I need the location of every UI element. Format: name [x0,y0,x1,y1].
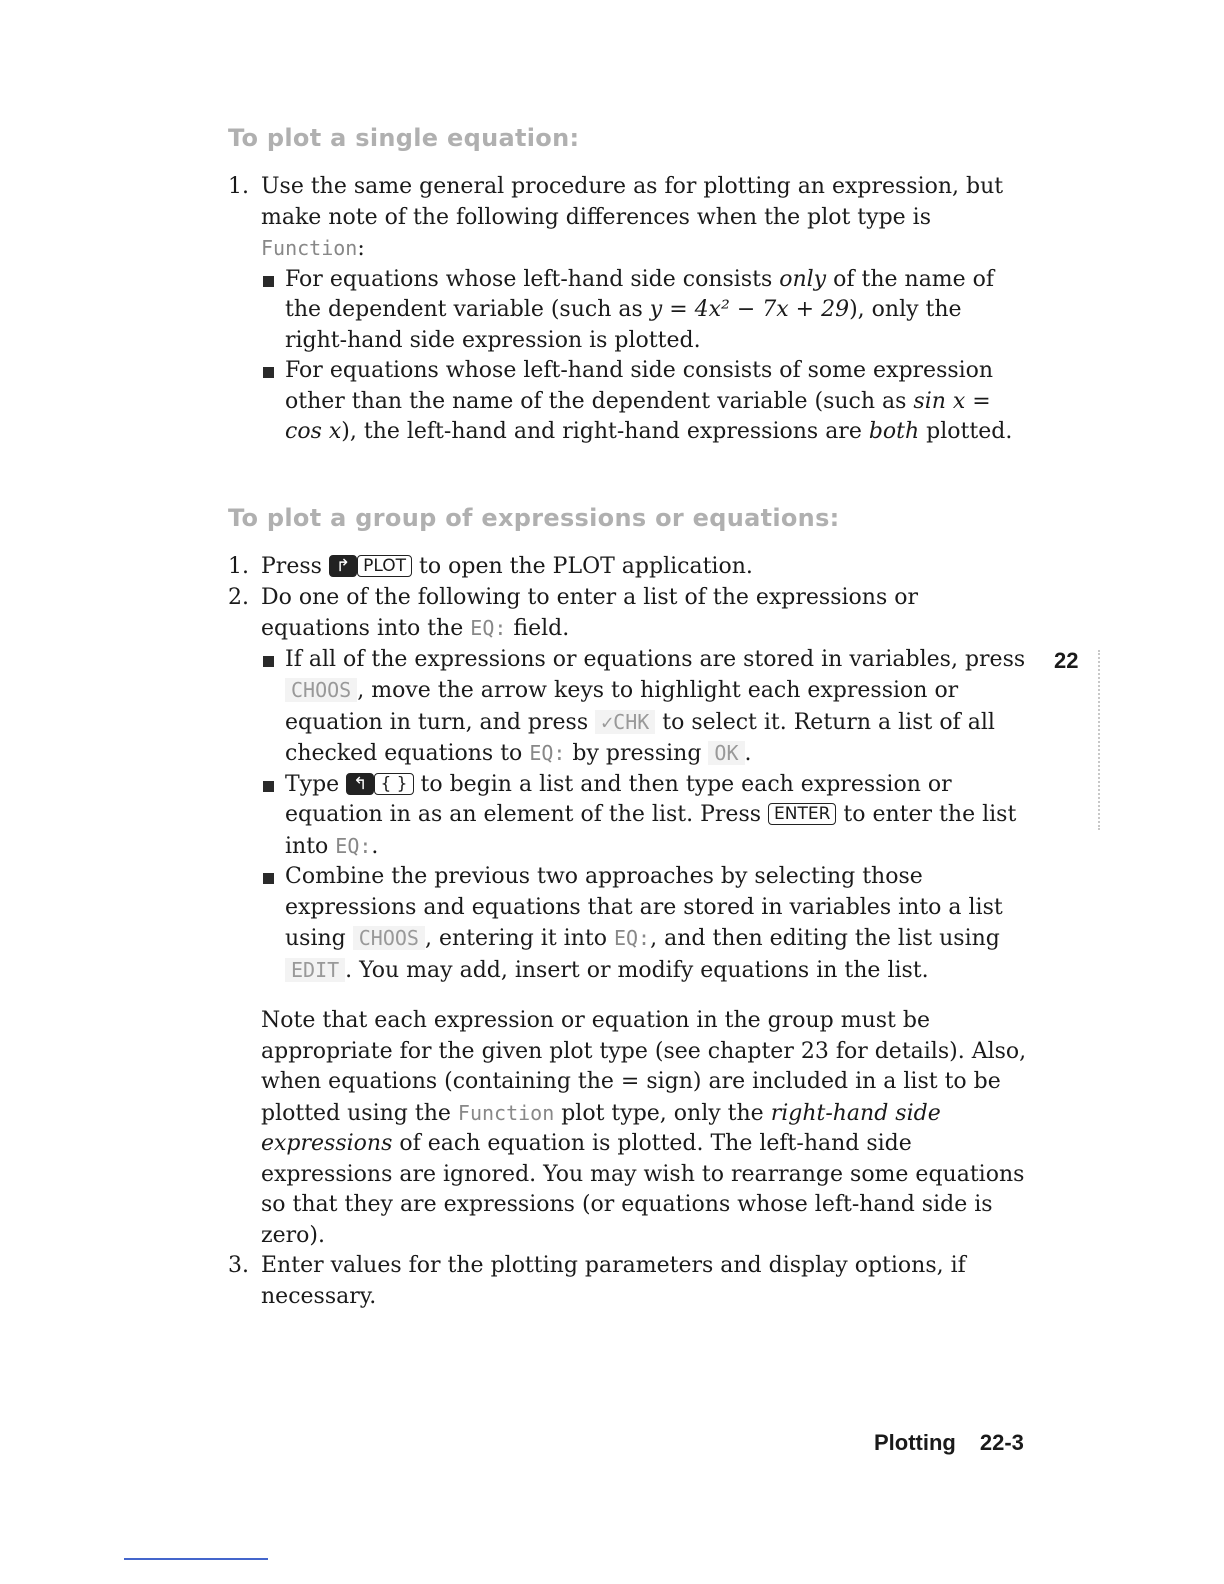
bullet-list [261,645,1028,987]
bullet-item: Combine the previous two approaches by selecting those expressions and equations that are stored in variables into a list using CHOOS , entering it into EQ:, and then editing the list using EDIT . You may add, insert or modify equations in the list. [261,862,1028,986]
plot-key: PLOT [357,555,412,577]
math-expression: y = 4x² − 7x + 29 [649,297,850,322]
plot-type-label: Function [457,1100,555,1125]
footer-page-number: 22-3 [979,1430,1024,1455]
chk-softkey: ✓CHK [595,710,655,734]
emphasis: both [868,419,920,444]
bullet-list [261,265,1028,448]
left-shift-key-icon: ↰ [346,773,374,795]
edit-softkey: EDIT [285,958,345,982]
step-1: 1. Use the same general procedure as for plotting an expression, but make note of the following differences when the plot type is Function: For equations whose left-hand side consists only of the name of the dependent variable (such as y = 4x² − 7x + 29), only the right-hand side expression is plotted. For equations whose left-hand side consists of some expression other than the name of the dependent variable (such as sin x = cos x), the left-hand and right-hand expressions are both plotted. [228,172,1028,448]
chapter-tab-edge [1098,650,1103,830]
eq-field-label: EQ: [335,833,372,858]
eq-field-label: EQ: [470,616,507,640]
math-expression: sin x = cos x [285,388,991,444]
step-1: 1. Press ↱ PLOT to open the PLOT application. [228,554,753,579]
right-shift-key-icon: ↱ [329,555,357,577]
choos-softkey: CHOOS [285,678,357,702]
bottom-rule [124,1558,268,1560]
step-3: 3. Enter values for the plotting parameters and display options, if necessary. [228,1253,966,1309]
page-footer [874,1430,1024,1456]
ok-softkey: OK [708,741,744,765]
bullet-item: For equations whose left-hand side consists of some expression other than the name of the dependent variable (such as sin x = cos x), the left-hand and right-hand expressions are both plotted. [261,356,1028,448]
emphasis: only [779,266,827,292]
chapter-tab: 22 [1054,648,1079,673]
plot-type-label: Function [261,236,358,260]
note-paragraph: Note that each expression or equation in the group must be appropriate for the given plot type (see chapter 23 for details). Also, when equations (containing the = sign) are included in a list to be plotted using the Function plot type, only the right-hand side expressions of each equation is plotted. The left-hand side expressions are ignored. You may wish to rearrange some equations so that they are expressions (or equations whose left-hand side is zero). [261,1008,1027,1248]
bullet-item: If all of the expressions or equations are stored in variables, press CHOOS , move the arrow keys to highlight each expression or equation in turn, and press ✓CHK to select it. Return a list of all checked equations to EQ: by pressing OK . [261,645,1028,770]
choos-softkey: CHOOS [353,926,425,950]
braces-key: { } [374,773,413,795]
heading-single-equation: To plot a single equation: [228,124,580,152]
step-number: 1. [228,174,249,199]
group-plot-steps [228,552,1028,1312]
emphasis: right-hand side expressions [261,1100,941,1156]
single-equation-steps [228,172,1028,448]
enter-key: ENTER [768,803,836,825]
footer-section: Plotting [874,1430,956,1455]
step-2: 2. Do one of the following to enter a list of the expressions or equations into the EQ: field. If all of the expressions or equations are stored in variables, press CHOOS , move the arrow keys to highlight each expression or equation in turn, and press ✓CHK to select it. Return a list of all checked equations to EQ: by pressing OK . Type ↰ { } to begin a list and then type each expression or equation in as an element of the list. Press ENTER to enter the list into EQ:. Combine the previous two approaches by selecting those expressions and equations that are stored in variables into a list using CHOOS , entering it into EQ:, and then editing the list using EDIT . You may add, insert or modify equations in the list. [228,583,1028,987]
step-text: Use the same general procedure as for plotting an expression, but make note of the following differences when the plot type is [261,174,1004,230]
bullet-item: Type ↰ { } to begin a list and then type each expression or equation in as an element of the list. Press ENTER to enter the list into EQ:. [261,770,1028,863]
heading-group-plot: To plot a group of expressions or equations: [228,504,840,532]
eq-field-label: EQ: [613,926,651,950]
bullet-item: For equations whose left-hand side consists only of the name of the dependent variable (such as y = 4x² − 7x + 29), only the right-hand side expression is plotted. [261,265,1028,357]
eq-field-label: EQ: [529,741,566,765]
